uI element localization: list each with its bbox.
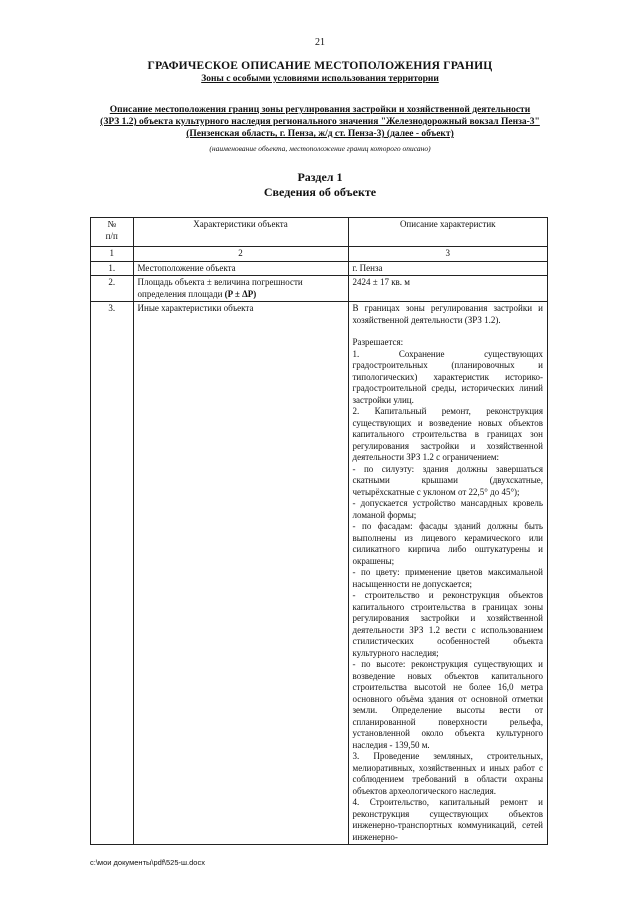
table-header-row bbox=[91, 218, 548, 247]
document-title: ГРАФИЧЕСКОЕ ОПИСАНИЕ МЕСТОПОЛОЖЕНИЯ ГРАНИЦ bbox=[147, 60, 493, 72]
document-subtitle: Зоны с особыми условиями использования территории bbox=[201, 74, 439, 84]
col-number: 2 bbox=[133, 247, 348, 262]
table-row bbox=[91, 302, 548, 845]
row-characteristic: Местоположение объекта bbox=[133, 261, 348, 276]
page-number: 21 bbox=[315, 37, 325, 48]
row-num: 2. bbox=[91, 276, 134, 302]
paragraph-gap bbox=[353, 326, 544, 337]
header-description: Описание характеристик bbox=[348, 218, 548, 247]
row-description: 2424 ± 17 кв. м bbox=[348, 276, 548, 302]
paragraph: В границах зоны регулирования застройки и хозяйственной деятельности (ЗРЗ 1.2). bbox=[352, 303, 543, 325]
paragraph: 3. Проведение земляных, строительных, мелиоративных, хозяйственных и иных работ с соблюдением требований в области охраны объектов археологического наследия. bbox=[352, 751, 543, 796]
paragraph: - по высоте: реконструкция существующих и возведение новых объектов капитального строительства высотой не более 16,0 метра основного объёма здания от основной отметки земли. Определение высоты вести от спланированной поверхности рельефа, установленной около объекта культурного наследия - 139,50 м. bbox=[352, 659, 543, 750]
description-line: (Пензенская область, г. Пенза, ж/д ст. Пенза-3) (далее - объект) bbox=[186, 129, 454, 139]
paragraph: 2. Капитальный ремонт, реконструкция существующих и возведение новых объектов капитального строительства в границах зон регулирования застройки и хозяйственной деятельности ЗРЗ 1.2 с ограничением: bbox=[352, 406, 543, 462]
footer-file-path: c:\мои документы\pdf\525-ш.docx bbox=[90, 858, 205, 867]
column-numbers-row bbox=[91, 247, 548, 262]
paragraph: 4. Строительство, капитальный ремонт и реконструкция существующих объектов инженерно-транспортных коммуникаций, сетей инженерно- bbox=[352, 797, 543, 842]
area-label: Площадь объекта ± величина погрешности определения площади bbox=[137, 277, 303, 299]
table-row bbox=[91, 261, 548, 276]
col-number: 3 bbox=[348, 247, 548, 262]
row-num: 3. bbox=[91, 302, 134, 845]
paragraph: 1. Сохранение существующих градостроительных (планировочных и типологических) характеристик историко-градостроительной среды, исторических линий застройки улиц. bbox=[352, 348, 543, 405]
area-formula: (P ± ΔP) bbox=[224, 288, 257, 299]
description-note: (наименование объекта, местоположение границ которого описано) bbox=[209, 144, 431, 153]
header-characteristics: Характеристики объекта bbox=[133, 218, 348, 247]
paragraph: - по силуэту: здания должны завершаться скатными крышами (двухскатные, четырёхскатные с уклоном от 22,5° до 45°); bbox=[352, 463, 543, 497]
row-characteristic: Иные характеристики объекта bbox=[133, 302, 348, 845]
paragraph: - допускается устройство мансардных кровель ломаной формы; bbox=[352, 498, 543, 520]
row-num: 1. bbox=[91, 261, 134, 276]
row-description: г. Пенза bbox=[348, 261, 548, 276]
row-characteristic bbox=[133, 276, 348, 302]
section-title: Раздел 1 bbox=[297, 170, 343, 184]
object-description bbox=[95, 104, 545, 140]
col-number: 1 bbox=[91, 247, 134, 262]
description-line: Описание местоположения границ зоны регулирования застройки и хозяйственной деятельности bbox=[109, 105, 531, 115]
paragraph: Разрешается: bbox=[352, 337, 404, 347]
row-description-other bbox=[348, 302, 548, 845]
table-row bbox=[91, 276, 548, 302]
paragraph: - строительство и реконструкция объектов капитального строительства в границах зоны регулирования застройки и хозяйственной деятельности ЗРЗ 1.2 вести с использованием стилистических особенностей объекта культурного наследия; bbox=[352, 590, 543, 658]
section-subtitle: Сведения об объекте bbox=[263, 185, 377, 199]
object-info-table bbox=[90, 217, 548, 845]
header-num: № п/п bbox=[91, 218, 134, 247]
paragraph: - по цвету: применение цветов максимальной насыщенности не допускается; bbox=[352, 567, 543, 589]
paragraph: - по фасадам: фасады зданий должны быть выполнены из лицевого керамического или силикатного кирпича либо оштукатурены и окрашены; bbox=[352, 521, 543, 566]
description-line: (ЗРЗ 1.2) объекта культурного наследия регионального значения "Железнодорожный вокзал Пенза-3" bbox=[100, 117, 540, 127]
